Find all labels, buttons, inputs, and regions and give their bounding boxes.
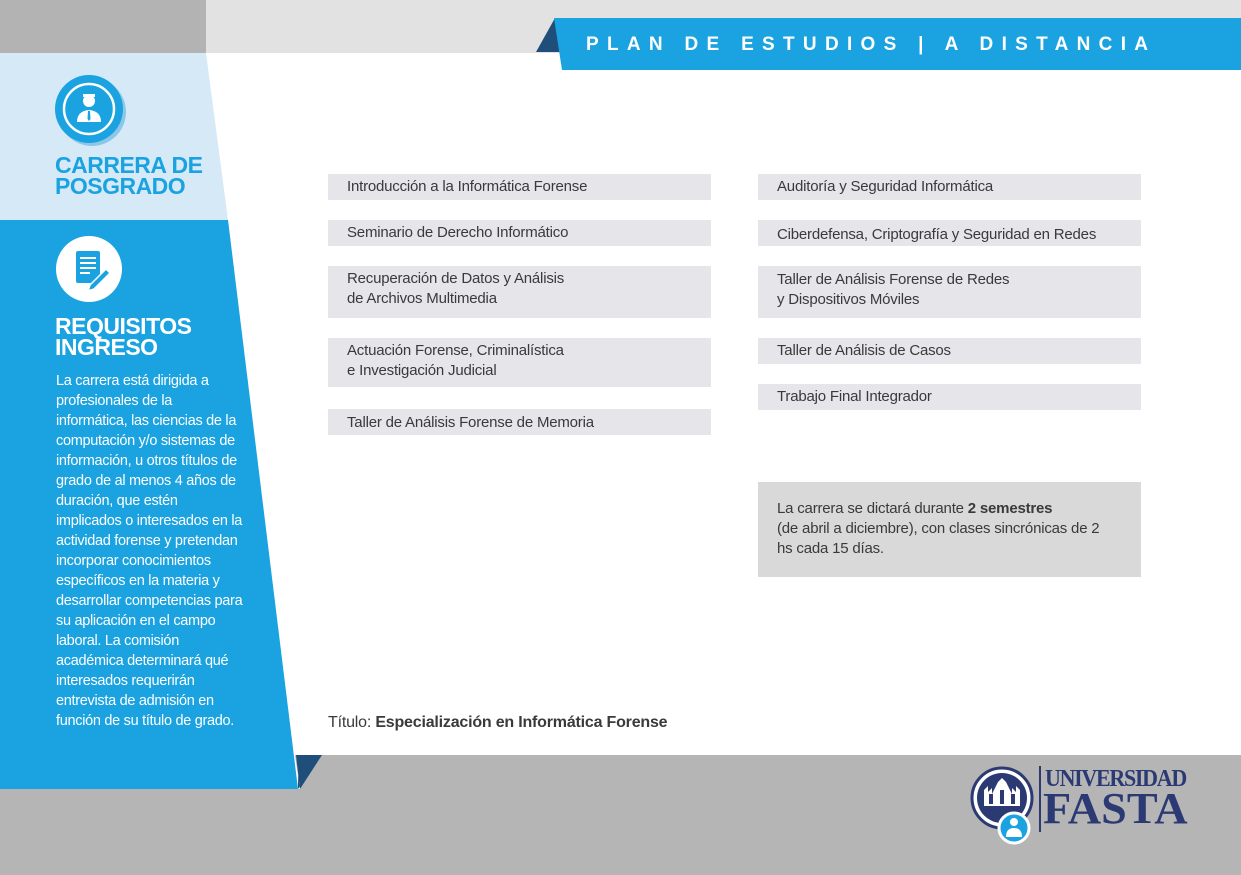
- course-line1: Seminario de Derecho Informático: [347, 224, 569, 241]
- course-item: [328, 266, 711, 318]
- degree-title: [328, 712, 748, 734]
- career-heading-line1: CARRERA DE: [55, 152, 203, 178]
- course-line1: Auditoría y Seguridad Informática: [777, 178, 994, 195]
- requirements-heading-line2: INGRESO: [55, 334, 158, 360]
- course-line2: e Investigación Judicial: [347, 362, 497, 379]
- document-pen-icon: [56, 236, 122, 302]
- requirements-heading-line1: REQUISITOS: [55, 313, 192, 339]
- career-heading-line2: POSGRADO: [55, 173, 186, 199]
- course-line1: Ciberdefensa, Criptografía y Seguridad en Redes: [777, 226, 1097, 243]
- career-heading: [55, 152, 225, 199]
- top-left-dark-band: [0, 0, 206, 53]
- course-item: [758, 384, 1141, 410]
- logo-line1: UNIVERSIDAD: [1045, 763, 1186, 792]
- course-item: [758, 220, 1141, 246]
- duration-note-prefix: La carrera se dictará durante: [777, 500, 968, 517]
- course-item: [758, 174, 1141, 200]
- university-emblem-icon: [970, 766, 1036, 846]
- course-line1: Trabajo Final Integrador: [777, 388, 932, 405]
- course-line1: Introducción a la Informática Forense: [347, 178, 588, 195]
- course-item: [328, 409, 711, 435]
- requirements-heading: [55, 313, 225, 360]
- degree-value: Especialización en Informática Forense: [375, 714, 668, 731]
- course-line1: Actuación Forense, Criminalística: [347, 342, 564, 359]
- logo-divider: [1039, 766, 1041, 832]
- course-line2: de Archivos Multimedia: [347, 290, 497, 307]
- course-line2: y Dispositivos Móviles: [777, 291, 920, 308]
- course-line1: Taller de Análisis Forense de Memoria: [347, 414, 594, 431]
- graduate-person-icon: [55, 75, 123, 143]
- requirements-body: La carrera está dirigida a profesionales de la informática, las ciencias de la computación y/o sistemas de información, u otros títulos de grado de al menos 4 años de duración, que estén implicados o interesados en la actividad forense y pretendan incorporar conocimientos específicos en la materia y desarrollar competencias para su aplicación en el campo laboral. La comisión académica determinará qué interesados requerirán entrevista de admisión en función de su título de grado.: [56, 373, 243, 729]
- header-title: PLAN DE ESTUDIOS | A DISTANCIA: [586, 34, 1157, 55]
- course-item: [758, 266, 1141, 318]
- duration-note-bold: 2 semestres: [967, 500, 1053, 517]
- course-item: [328, 338, 711, 387]
- course-line1: Recuperación de Datos y Análisis: [347, 270, 565, 287]
- duration-note: [758, 482, 1141, 577]
- duration-note-rest: (de abril a diciembre), con clases sincrónicas de 2 hs cada 15 días.: [777, 520, 1100, 557]
- course-line1: Taller de Análisis de Casos: [777, 342, 951, 359]
- course-item: [328, 174, 711, 200]
- course-item: [758, 338, 1141, 364]
- course-item: [328, 220, 711, 246]
- course-line1: Taller de Análisis Forense de Redes: [777, 271, 1010, 288]
- logo-line2: FASTA: [1043, 784, 1188, 833]
- degree-label: Título:: [328, 714, 376, 731]
